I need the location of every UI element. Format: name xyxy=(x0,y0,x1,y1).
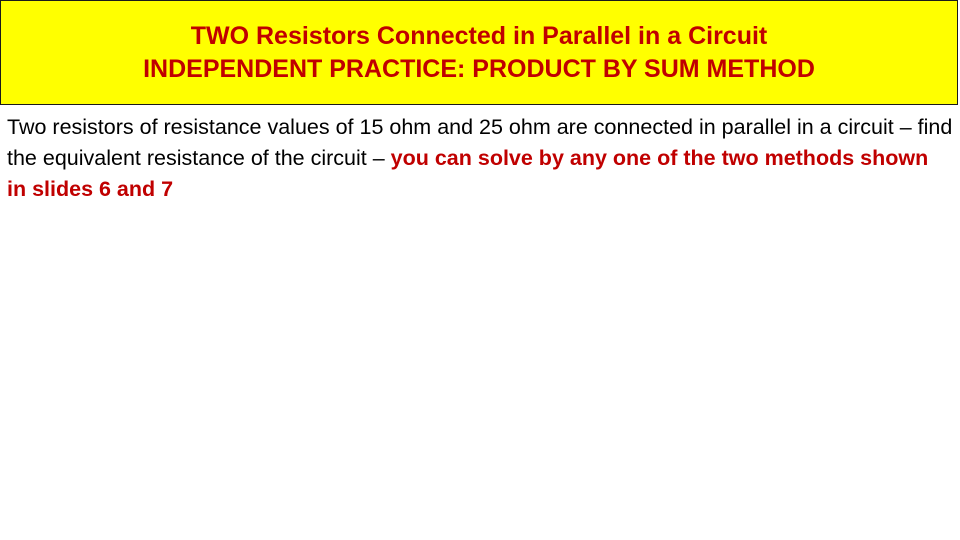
instruction-highlight: you can solve by any one of the two methods shown in slides 6 and 7 xyxy=(7,146,929,201)
problem-text: Two resistors of resistance values of 15 ohm and 25 ohm are connected in parallel in a circuit – find the equivalent resistance of the circuit – xyxy=(7,115,953,170)
title-banner xyxy=(0,0,958,105)
problem-statement xyxy=(7,112,953,205)
slide-subtitle: INDEPENDENT PRACTICE: PRODUCT BY SUM METHOD xyxy=(143,54,815,83)
slide-title: TWO Resistors Connected in Parallel in a Circuit xyxy=(190,21,768,50)
